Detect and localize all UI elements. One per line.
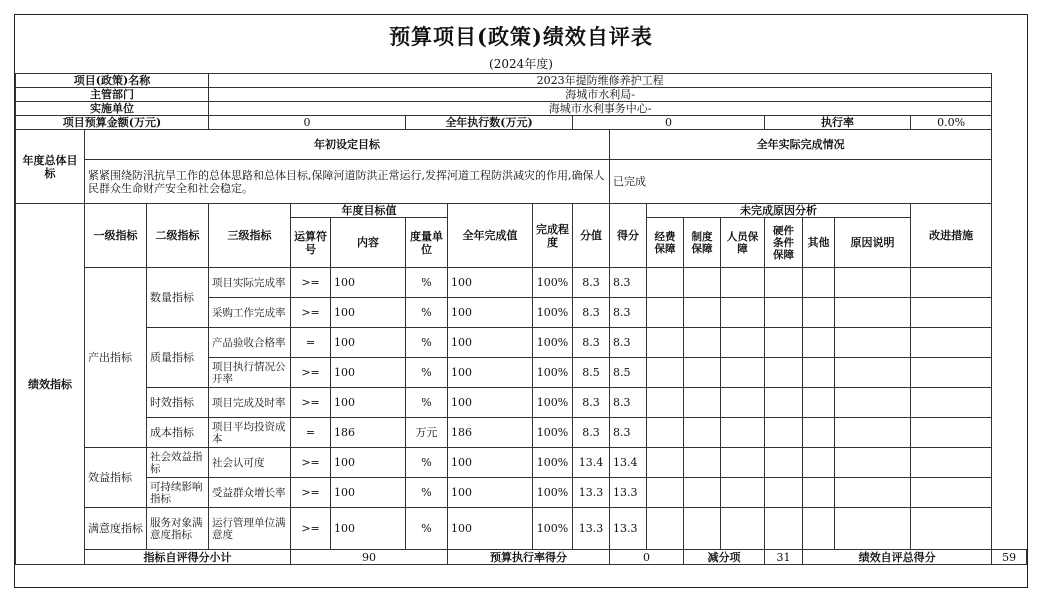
header-r-note: 原因说明 [835,218,911,268]
group-service: 服务对象满意度指标 [147,508,209,550]
group-cost: 成本指标 [147,418,209,448]
weight-cell: 13.3 [573,478,610,508]
op-cell: >= [291,358,331,388]
weight-cell: 8.3 [573,388,610,418]
completion-cell: 100% [533,418,573,448]
unit-cell: % [406,358,448,388]
header-r-staff: 人员保障 [721,218,765,268]
info-row-budget [16,116,1027,130]
score-cell: 8.3 [610,328,647,358]
indicator-cell: 社会认可度 [209,448,291,478]
header-level1: 一级指标 [85,204,147,268]
completion-cell: 100% [533,358,573,388]
indicator-cell: 运行管理单位满意度 [209,508,291,550]
goal-initial-label: 年初设定目标 [85,130,610,160]
completion-cell: 100% [533,298,573,328]
table-row [16,478,1027,508]
indicator-cell: 项目实际完成率 [209,268,291,298]
content-cell: 100 [331,388,406,418]
content-cell: 100 [331,478,406,508]
header-r-fund: 经费保障 [647,218,684,268]
unit-cell: % [406,508,448,550]
unit-cell: 万元 [406,418,448,448]
header-level2: 二级指标 [147,204,209,268]
dept-label: 主管部门 [16,88,209,102]
goal-header-row [16,130,1027,160]
table-row [16,388,1027,418]
project-name-label: 项目(政策)名称 [16,74,209,88]
header-r-hardware: 硬件条件保障 [765,218,803,268]
content-cell: 100 [331,448,406,478]
rate-value: 0.0% [911,116,992,130]
score-cell: 8.3 [610,388,647,418]
table-row [16,268,1027,298]
actual-cell: 100 [448,358,533,388]
unit-cell: % [406,448,448,478]
weight-cell: 8.3 [573,268,610,298]
goal-initial-text: 紧紧围绕防汛抗旱工作的总体思路和总体目标,保障河道防洪正常运行,发挥河道工程防洪减灾的作用,确保人民群众生命财产安全和社会稳定。 [85,160,610,204]
header-completion: 完成程度 [533,204,573,268]
unit-cell: % [406,328,448,358]
header-operator: 运算符号 [291,218,331,268]
table-row [16,328,1027,358]
completion-cell: 100% [533,268,573,298]
indicator-cell: 受益群众增长率 [209,478,291,508]
group-quantity: 数量指标 [147,268,209,328]
group-satisfaction: 满意度指标 [85,508,147,550]
indicator-cell: 项目完成及时率 [209,388,291,418]
op-cell: >= [291,478,331,508]
exec-value: 0 [573,116,765,130]
weight-cell: 8.3 [573,298,610,328]
op-cell: = [291,328,331,358]
indicator-cell: 产品验收合格率 [209,328,291,358]
actual-cell: 100 [448,448,533,478]
op-cell: >= [291,298,331,328]
content-cell: 100 [331,358,406,388]
deduct-label: 减分项 [684,550,765,565]
completion-cell: 100% [533,448,573,478]
score-cell: 13.3 [610,508,647,550]
goal-text-row [16,160,1027,204]
evaluation-sheet [14,14,1028,588]
actual-cell: 100 [448,298,533,328]
perf-header-row-1 [16,204,1027,218]
subtotal-value: 90 [291,550,448,565]
page-year: (2024年度) [489,57,553,71]
score-cell: 13.3 [610,478,647,508]
completion-cell: 100% [533,328,573,358]
score-cell: 8.3 [610,268,647,298]
header-unit: 度量单位 [406,218,448,268]
total-value: 59 [992,550,1027,565]
op-cell: = [291,418,331,448]
unit-cell: % [406,388,448,418]
unit-label: 实施单位 [16,102,209,116]
actual-cell: 100 [448,508,533,550]
header-score: 得分 [610,204,647,268]
goal-actual-text: 已完成 [610,160,992,204]
indicator-cell: 项目平均投资成本 [209,418,291,448]
unit-cell: % [406,268,448,298]
header-content: 内容 [331,218,406,268]
table-row [16,508,1027,550]
completion-cell: 100% [533,478,573,508]
subtotal-label: 指标自评得分小计 [85,550,291,565]
completion-cell: 100% [533,388,573,418]
group-quality: 质量指标 [147,328,209,388]
score-cell: 13.4 [610,448,647,478]
op-cell: >= [291,268,331,298]
score-cell: 8.5 [610,358,647,388]
deduct-value: 31 [765,550,803,565]
indicator-cell: 项目执行情况公开率 [209,358,291,388]
info-row-dept [16,88,1027,102]
completion-cell: 100% [533,508,573,550]
info-row-unit [16,102,1027,116]
header-level3: 三级指标 [209,204,291,268]
budget-score-value: 0 [610,550,684,565]
header-weight: 分值 [573,204,610,268]
info-row-name [16,74,1027,88]
table-row [16,448,1027,478]
dept-value: 海城市水利局- [209,88,992,102]
score-cell: 8.3 [610,418,647,448]
group-benefit: 效益指标 [85,448,147,508]
budget-score-label: 预算执行率得分 [448,550,610,565]
unit-cell: % [406,478,448,508]
header-reason-group: 未完成原因分析 [647,204,911,218]
exec-label: 全年执行数(万元) [406,116,573,130]
goal-actual-label: 全年实际完成情况 [610,130,992,160]
score-cell: 8.3 [610,298,647,328]
page-title: 预算项目(政策)绩效自评表 [389,24,653,49]
table-row [16,418,1027,448]
unit-cell: % [406,298,448,328]
actual-cell: 100 [448,268,533,298]
weight-cell: 13.3 [573,508,610,550]
group-sustain: 可持续影响指标 [147,478,209,508]
content-cell: 100 [331,268,406,298]
weight-cell: 8.3 [573,418,610,448]
actual-cell: 100 [448,328,533,358]
op-cell: >= [291,388,331,418]
content-cell: 186 [331,418,406,448]
op-cell: >= [291,448,331,478]
weight-cell: 8.3 [573,328,610,358]
header-actual: 全年完成值 [448,204,533,268]
weight-cell: 13.4 [573,448,610,478]
total-label: 绩效自评总得分 [803,550,992,565]
evaluation-table [15,73,1027,565]
budget-value: 0 [209,116,406,130]
actual-cell: 100 [448,478,533,508]
rate-label: 执行率 [765,116,911,130]
content-cell: 100 [331,508,406,550]
header-r-other: 其他 [803,218,835,268]
actual-cell: 186 [448,418,533,448]
goal-label: 年度总体目标 [16,130,85,204]
perf-label: 绩效指标 [16,204,85,565]
actual-cell: 100 [448,388,533,418]
project-name-value: 2023年提防维修养护工程 [209,74,992,88]
footer-row [16,550,1027,565]
unit-value: 海城市水利事务中心- [209,102,992,116]
group-output: 产出指标 [85,268,147,448]
group-timeliness: 时效指标 [147,388,209,418]
budget-label: 项目预算金额(万元) [16,116,209,130]
weight-cell: 8.5 [573,358,610,388]
group-social: 社会效益指标 [147,448,209,478]
content-cell: 100 [331,328,406,358]
header-improve: 改进措施 [911,204,992,268]
op-cell: >= [291,508,331,550]
content-cell: 100 [331,298,406,328]
header-r-system: 制度保障 [684,218,721,268]
indicator-cell: 采购工作完成率 [209,298,291,328]
header-target-group: 年度目标值 [291,204,448,218]
